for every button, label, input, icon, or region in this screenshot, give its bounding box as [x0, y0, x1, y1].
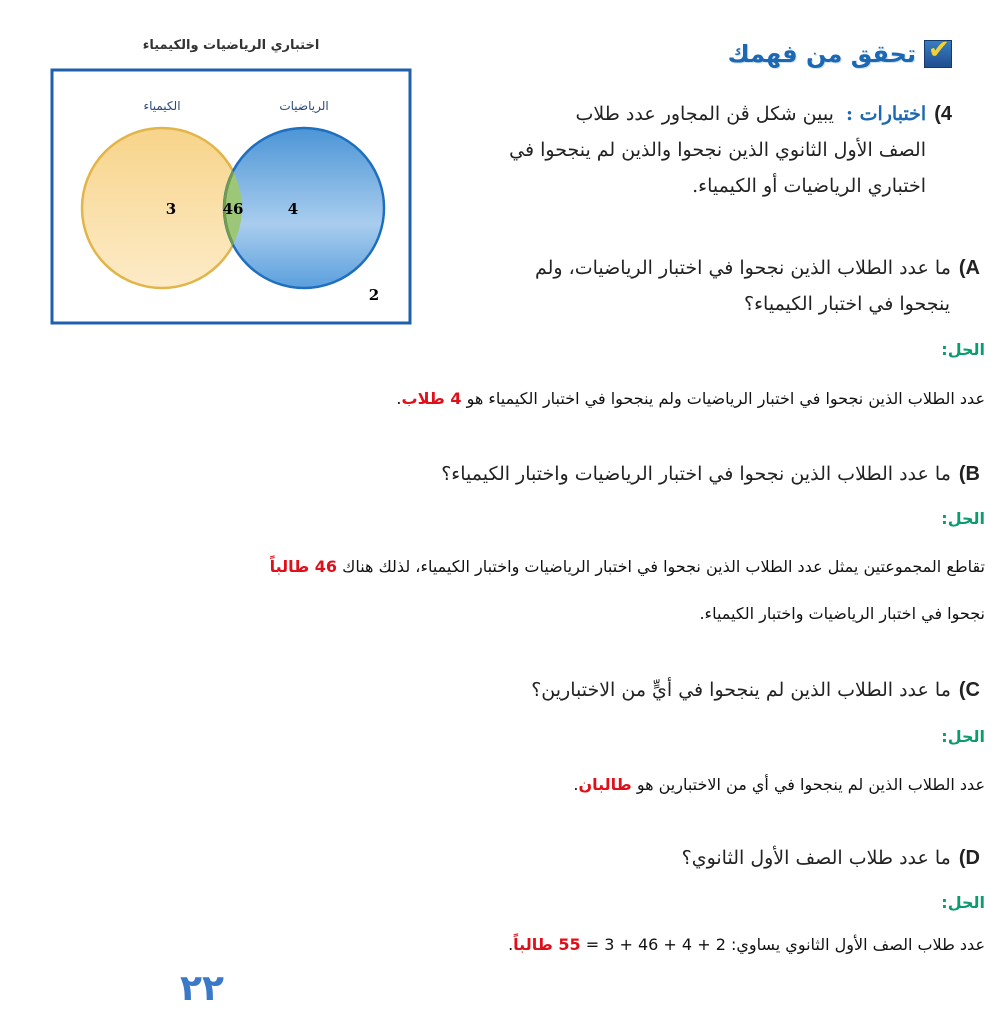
problem-keyword: اختبارات :	[845, 103, 927, 125]
problem-text: الصف الأول الثانوي الذين نجحوا والذين لم ينجحوا في	[509, 139, 926, 161]
question-a	[420, 250, 980, 322]
answer-highlight: 55 طالباً	[513, 935, 581, 954]
page-number: ٢٢	[180, 968, 224, 1009]
answer-text: عدد الطلاب الذين نجحوا في اختبار الرياضيات ولم ينجحوا في اختبار الكيمياء هو	[461, 389, 985, 408]
answer-text: .	[573, 775, 579, 794]
answer-text: عدد الطلاب الذين لم ينجحوا في أي من الاختبارين هو	[631, 775, 985, 794]
answer-highlight: 46 طالباً	[269, 557, 338, 576]
answer-text: نجحوا في اختبار الرياضيات واختبار الكيمياء.	[699, 604, 985, 623]
venn-label-chemistry: الكيمياء	[143, 99, 181, 113]
problem-number: 4)	[934, 103, 952, 125]
question-text: ينجحوا في اختبار الكيمياء؟	[744, 293, 950, 315]
question-c	[280, 672, 980, 708]
problem-line	[392, 96, 952, 132]
question-text: ما عدد الطلاب الذين نجحوا في اختبار الرياضيات واختبار الكيمياء؟	[441, 463, 951, 485]
question-text: ما عدد طلاب الصف الأول الثانوي؟	[681, 847, 951, 869]
answer-text: .	[396, 389, 402, 408]
venn-label-math: الرياضيات	[279, 99, 329, 113]
heading-title: تحقق من فهمك	[727, 40, 916, 68]
answer-text: تقاطع المجموعتين يمثل عدد الطلاب الذين نجحوا في اختبار الرياضيات واختبار الكيمياء، لذلك هناك	[337, 557, 985, 576]
venn-circle-math	[224, 128, 384, 288]
answer-d	[15, 921, 985, 968]
venn-title: اختباري الرياضيات والكيمياء	[142, 38, 320, 53]
answer-text: عدد طلاب الصف الأول الثانوي يساوي: 2 + 4 + 46 + 3 =	[580, 935, 985, 954]
question-text: ما عدد الطلاب الذين نجحوا في اختبار الرياضيات، ولم	[534, 257, 951, 279]
checkmark-box-icon	[924, 40, 952, 68]
solution-label: الحل:	[941, 340, 985, 359]
problem-text: اختباري الرياضيات أو الكيمياء.	[692, 175, 926, 197]
problem-statement	[392, 96, 952, 204]
question-letter: B)	[958, 463, 980, 485]
question-text: ما عدد الطلاب الذين لم ينجحوا في أيٍّ من الاختبارين؟	[531, 679, 951, 701]
solution-label: الحل:	[941, 509, 985, 528]
answer-a	[15, 375, 985, 422]
solution-label: الحل:	[941, 893, 985, 912]
answer-highlight: طالبان	[578, 775, 632, 794]
venn-diagram	[50, 68, 414, 328]
venn-value-intersection: 46	[222, 200, 244, 218]
venn-circle-chemistry	[82, 128, 242, 288]
answer-b	[15, 543, 985, 637]
answer-text: .	[508, 935, 514, 954]
answer-highlight: 4 طلاب	[401, 389, 462, 408]
question-letter: C)	[958, 679, 980, 701]
question-letter: D)	[958, 847, 980, 869]
question-d	[280, 840, 980, 876]
problem-text: يبين شكل ڤن المجاور عدد طلاب	[575, 103, 834, 125]
venn-value-outside: 2	[368, 286, 380, 304]
solution-label: الحل:	[941, 727, 985, 746]
venn-value-chemistry-only: 3	[165, 200, 177, 218]
venn-value-math-only: 4	[287, 200, 299, 218]
question-b	[280, 456, 980, 492]
question-letter: A)	[958, 257, 980, 279]
section-heading	[728, 40, 952, 68]
answer-c	[15, 761, 985, 808]
